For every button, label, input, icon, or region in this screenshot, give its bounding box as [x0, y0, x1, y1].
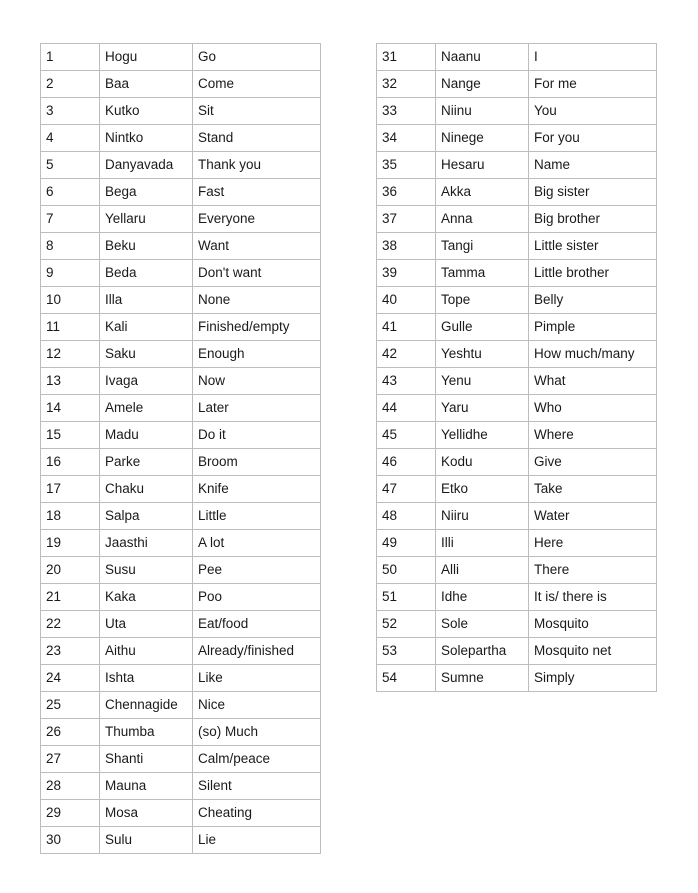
row-number: 32 — [377, 71, 436, 98]
table-row — [41, 44, 321, 71]
row-number: 9 — [41, 260, 100, 287]
table-row — [377, 584, 657, 611]
english-meaning: Do it — [193, 422, 321, 449]
english-meaning: Here — [529, 530, 657, 557]
row-number: 53 — [377, 638, 436, 665]
english-meaning: You — [529, 98, 657, 125]
english-meaning: It is/ there is — [529, 584, 657, 611]
kannada-word: Bega — [100, 179, 193, 206]
table-row — [41, 260, 321, 287]
row-number: 47 — [377, 476, 436, 503]
english-meaning: Mosquito net — [529, 638, 657, 665]
kannada-word: Aithu — [100, 638, 193, 665]
row-number: 33 — [377, 98, 436, 125]
table-row — [41, 827, 321, 854]
row-number: 54 — [377, 665, 436, 692]
kannada-word: Beda — [100, 260, 193, 287]
table-row — [41, 233, 321, 260]
kannada-word: Saku — [100, 341, 193, 368]
row-number: 34 — [377, 125, 436, 152]
english-meaning: For me — [529, 71, 657, 98]
table-row — [41, 71, 321, 98]
kannada-word: Salpa — [100, 503, 193, 530]
row-number: 39 — [377, 260, 436, 287]
english-meaning: There — [529, 557, 657, 584]
english-meaning: Now — [193, 368, 321, 395]
kannada-word: Hogu — [100, 44, 193, 71]
kannada-word: Tamma — [436, 260, 529, 287]
english-meaning: Simply — [529, 665, 657, 692]
row-number: 5 — [41, 152, 100, 179]
vocab-table-left — [40, 43, 321, 854]
row-number: 49 — [377, 530, 436, 557]
row-number: 24 — [41, 665, 100, 692]
row-number: 22 — [41, 611, 100, 638]
english-meaning: Poo — [193, 584, 321, 611]
row-number: 35 — [377, 152, 436, 179]
row-number: 48 — [377, 503, 436, 530]
kannada-word: Idhe — [436, 584, 529, 611]
kannada-word: Yellidhe — [436, 422, 529, 449]
kannada-word: Tope — [436, 287, 529, 314]
row-number: 44 — [377, 395, 436, 422]
english-meaning: Stand — [193, 125, 321, 152]
english-meaning: Broom — [193, 449, 321, 476]
english-meaning: Enough — [193, 341, 321, 368]
kannada-word: Danyavada — [100, 152, 193, 179]
row-number: 50 — [377, 557, 436, 584]
english-meaning: Pimple — [529, 314, 657, 341]
english-meaning: Mosquito — [529, 611, 657, 638]
kannada-word: Amele — [100, 395, 193, 422]
english-meaning: Knife — [193, 476, 321, 503]
table-row — [41, 287, 321, 314]
table-row — [377, 503, 657, 530]
kannada-word: Chennagide — [100, 692, 193, 719]
row-number: 29 — [41, 800, 100, 827]
english-meaning: Don't want — [193, 260, 321, 287]
english-meaning: Finished/empty — [193, 314, 321, 341]
row-number: 26 — [41, 719, 100, 746]
table-row — [41, 692, 321, 719]
kannada-word: Thumba — [100, 719, 193, 746]
table-row — [377, 179, 657, 206]
english-meaning: For you — [529, 125, 657, 152]
row-number: 17 — [41, 476, 100, 503]
english-meaning: Like — [193, 665, 321, 692]
row-number: 1 — [41, 44, 100, 71]
kannada-word: Beku — [100, 233, 193, 260]
table-row — [377, 341, 657, 368]
row-number: 8 — [41, 233, 100, 260]
kannada-word: Mosa — [100, 800, 193, 827]
english-meaning: Who — [529, 395, 657, 422]
kannada-word: Yaru — [436, 395, 529, 422]
table-row — [377, 665, 657, 692]
english-meaning: Everyone — [193, 206, 321, 233]
table-row — [377, 233, 657, 260]
english-meaning: (so) Much — [193, 719, 321, 746]
table-row — [377, 125, 657, 152]
kannada-word: Chaku — [100, 476, 193, 503]
table-row — [377, 71, 657, 98]
kannada-word: Kaka — [100, 584, 193, 611]
table-row — [41, 314, 321, 341]
table-row — [377, 206, 657, 233]
table-row — [377, 530, 657, 557]
english-meaning: I — [529, 44, 657, 71]
table-row — [41, 584, 321, 611]
kannada-word: Illi — [436, 530, 529, 557]
row-number: 27 — [41, 746, 100, 773]
table-row — [41, 395, 321, 422]
row-number: 19 — [41, 530, 100, 557]
row-number: 43 — [377, 368, 436, 395]
english-meaning: Name — [529, 152, 657, 179]
row-number: 42 — [377, 341, 436, 368]
row-number: 40 — [377, 287, 436, 314]
table-row — [41, 719, 321, 746]
english-meaning: Little brother — [529, 260, 657, 287]
row-number: 6 — [41, 179, 100, 206]
table-row — [377, 449, 657, 476]
kannada-word: Nange — [436, 71, 529, 98]
english-meaning: Already/finished — [193, 638, 321, 665]
row-number: 51 — [377, 584, 436, 611]
english-meaning: What — [529, 368, 657, 395]
english-meaning: How much/many — [529, 341, 657, 368]
table-row — [377, 314, 657, 341]
table-row — [41, 152, 321, 179]
kannada-word: Illa — [100, 287, 193, 314]
table-row — [41, 206, 321, 233]
table-row — [377, 557, 657, 584]
table-row — [41, 341, 321, 368]
english-meaning: Pee — [193, 557, 321, 584]
row-number: 36 — [377, 179, 436, 206]
table-row — [41, 449, 321, 476]
kannada-word: Ishta — [100, 665, 193, 692]
english-meaning: Take — [529, 476, 657, 503]
table-row — [41, 611, 321, 638]
row-number: 12 — [41, 341, 100, 368]
row-number: 45 — [377, 422, 436, 449]
kannada-word: Gulle — [436, 314, 529, 341]
kannada-word: Uta — [100, 611, 193, 638]
english-meaning: A lot — [193, 530, 321, 557]
english-meaning: Big brother — [529, 206, 657, 233]
row-number: 16 — [41, 449, 100, 476]
english-meaning: Go — [193, 44, 321, 71]
kannada-word: Tangi — [436, 233, 529, 260]
english-meaning: Calm/peace — [193, 746, 321, 773]
english-meaning: None — [193, 287, 321, 314]
table-row — [377, 395, 657, 422]
english-meaning: Big sister — [529, 179, 657, 206]
table-row — [41, 530, 321, 557]
table-row — [377, 422, 657, 449]
kannada-word: Kali — [100, 314, 193, 341]
table-row — [41, 746, 321, 773]
english-meaning: Water — [529, 503, 657, 530]
row-number: 4 — [41, 125, 100, 152]
english-meaning: Where — [529, 422, 657, 449]
kannada-word: Sole — [436, 611, 529, 638]
row-number: 37 — [377, 206, 436, 233]
kannada-word: Shanti — [100, 746, 193, 773]
english-meaning: Lie — [193, 827, 321, 854]
kannada-word: Yenu — [436, 368, 529, 395]
kannada-word: Yellaru — [100, 206, 193, 233]
table-row — [41, 125, 321, 152]
row-number: 28 — [41, 773, 100, 800]
kannada-word: Naanu — [436, 44, 529, 71]
row-number: 13 — [41, 368, 100, 395]
english-meaning: Silent — [193, 773, 321, 800]
table-row — [377, 260, 657, 287]
table-row — [41, 179, 321, 206]
english-meaning: Want — [193, 233, 321, 260]
row-number: 31 — [377, 44, 436, 71]
kannada-word: Etko — [436, 476, 529, 503]
kannada-word: Akka — [436, 179, 529, 206]
kannada-word: Yeshtu — [436, 341, 529, 368]
row-number: 15 — [41, 422, 100, 449]
table-row — [41, 773, 321, 800]
row-number: 7 — [41, 206, 100, 233]
english-meaning: Come — [193, 71, 321, 98]
table-row — [41, 665, 321, 692]
kannada-word: Anna — [436, 206, 529, 233]
row-number: 46 — [377, 449, 436, 476]
kannada-word: Niinu — [436, 98, 529, 125]
kannada-word: Niiru — [436, 503, 529, 530]
english-meaning: Give — [529, 449, 657, 476]
table-row — [377, 368, 657, 395]
kannada-word: Kutko — [100, 98, 193, 125]
kannada-word: Sulu — [100, 827, 193, 854]
kannada-word: Madu — [100, 422, 193, 449]
english-meaning: Fast — [193, 179, 321, 206]
english-meaning: Eat/food — [193, 611, 321, 638]
english-meaning: Little — [193, 503, 321, 530]
row-number: 21 — [41, 584, 100, 611]
kannada-word: Ninege — [436, 125, 529, 152]
table-row — [41, 557, 321, 584]
kannada-word: Sumne — [436, 665, 529, 692]
table-row — [41, 476, 321, 503]
table-row — [41, 503, 321, 530]
kannada-word: Parke — [100, 449, 193, 476]
row-number: 3 — [41, 98, 100, 125]
kannada-word: Mauna — [100, 773, 193, 800]
table-row — [41, 422, 321, 449]
kannada-word: Kodu — [436, 449, 529, 476]
row-number: 18 — [41, 503, 100, 530]
row-number: 20 — [41, 557, 100, 584]
kannada-word: Nintko — [100, 125, 193, 152]
row-number: 23 — [41, 638, 100, 665]
english-meaning: Little sister — [529, 233, 657, 260]
english-meaning: Nice — [193, 692, 321, 719]
table-row — [41, 368, 321, 395]
table-row — [41, 98, 321, 125]
table-row — [377, 152, 657, 179]
table-row — [41, 800, 321, 827]
row-number: 38 — [377, 233, 436, 260]
row-number: 11 — [41, 314, 100, 341]
kannada-word: Solepartha — [436, 638, 529, 665]
row-number: 30 — [41, 827, 100, 854]
row-number: 10 — [41, 287, 100, 314]
english-meaning: Later — [193, 395, 321, 422]
kannada-word: Susu — [100, 557, 193, 584]
table-row — [377, 638, 657, 665]
english-meaning: Cheating — [193, 800, 321, 827]
kannada-word: Hesaru — [436, 152, 529, 179]
kannada-word: Jaasthi — [100, 530, 193, 557]
row-number: 2 — [41, 71, 100, 98]
kannada-word: Ivaga — [100, 368, 193, 395]
row-number: 52 — [377, 611, 436, 638]
table-row — [377, 287, 657, 314]
english-meaning: Belly — [529, 287, 657, 314]
english-meaning: Thank you — [193, 152, 321, 179]
table-row — [377, 611, 657, 638]
table-row — [377, 44, 657, 71]
row-number: 25 — [41, 692, 100, 719]
row-number: 14 — [41, 395, 100, 422]
vocab-table-right — [376, 43, 657, 692]
english-meaning: Sit — [193, 98, 321, 125]
kannada-word: Alli — [436, 557, 529, 584]
table-row — [377, 98, 657, 125]
table-row — [41, 638, 321, 665]
kannada-word: Baa — [100, 71, 193, 98]
table-row — [377, 476, 657, 503]
row-number: 41 — [377, 314, 436, 341]
